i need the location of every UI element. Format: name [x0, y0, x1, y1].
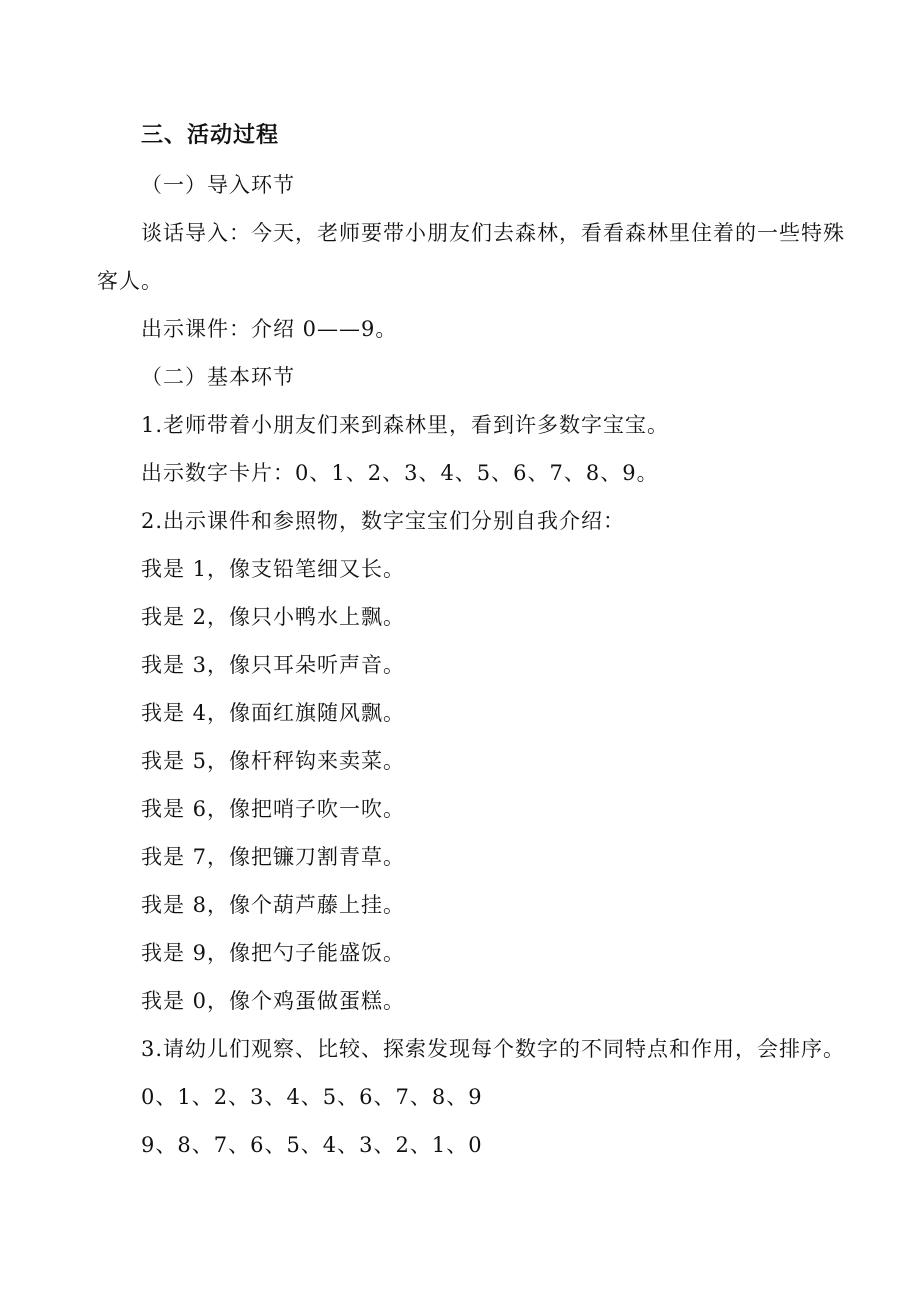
- intro-paragraph-line-2: 客人。: [97, 269, 163, 293]
- intro-item: 我是 8，像个葫芦藤上挂。: [141, 893, 406, 917]
- intro-paragraph-line-1: 谈话导入：今天，老师要带小朋友们去森林，看看森林里住着的一些特殊: [141, 221, 845, 245]
- section-heading: 三、活动过程: [141, 123, 280, 148]
- courseware-line: 出示课件：介绍 0——9。: [141, 317, 398, 341]
- step-3: 3.请幼儿们观察、比较、探索发现每个数字的不同特点和作用，会排序。: [141, 1037, 846, 1061]
- intro-item: 我是 9，像把勺子能盛饭。: [141, 941, 406, 965]
- intro-item: 我是 4，像面红旗随风飘。: [141, 701, 406, 725]
- sequence-descending: 9、8、7、6、5、4、3、2、1、0: [141, 1133, 483, 1157]
- intro-item: 我是 6，像把哨子吹一吹。: [141, 797, 406, 821]
- intro-item: 我是 1，像支铅笔细又长。: [141, 557, 406, 581]
- intro-item: 我是 7，像把镰刀割青草。: [141, 845, 406, 869]
- sequence-ascending: 0、1、2、3、4、5、6、7、8、9: [141, 1085, 483, 1109]
- intro-item: 我是 5，像杆秤钩来卖菜。: [141, 749, 406, 773]
- number-cards-line: 出示数字卡片：0、1、2、3、4、5、6、7、8、9。: [141, 461, 659, 485]
- intro-item: 我是 3，像只耳朵听声音。: [141, 653, 406, 677]
- step-2: 2.出示课件和参照物，数字宝宝们分别自我介绍：: [141, 509, 626, 533]
- subsection-heading-basic: （二）基本环节: [141, 365, 295, 389]
- intro-item: 我是 2，像只小鸭水上飘。: [141, 605, 406, 629]
- intro-item: 我是 0，像个鸡蛋做蛋糕。: [141, 989, 406, 1013]
- step-1: 1.老师带着小朋友们来到森林里，看到许多数字宝宝。: [141, 413, 670, 437]
- subsection-heading-intro: （一）导入环节: [141, 173, 295, 197]
